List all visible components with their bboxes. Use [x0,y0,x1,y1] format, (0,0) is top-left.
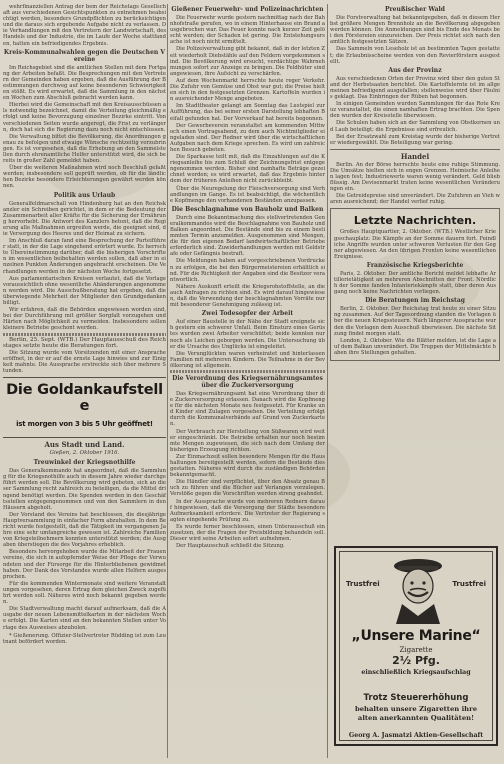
col3-top-heading: Preußischer Wald [384,6,446,13]
col2-middle-subheading: Zwei Todesopfer der Arbeit [201,310,294,318]
col1-top-heading: Kreis-Kommunalwahlen gegen die Deutschen Vereine [3,48,166,63]
local-news-heading: Aus Stadt und Land. [44,440,125,450]
col1-footnote: * Gießenerung. Offizier-Stellvertreter Rüdding ist zum Leutnant befördert worden. [3,632,166,645]
col1-dateline: Berlin, 25. Sept. (WTB.) Der Hauptausschuß des Reichstages setzte heute die Beratungen fort. [3,336,166,349]
product-type: Zigarette [399,646,433,654]
latest-subheading: Französische Kriegsberichte [366,261,464,269]
trustfrei-label-right: Trustfrei [452,580,486,588]
price-note: einschließlich Kriegsaufschlag [361,669,471,676]
latest-subheading-2: Die Beratungen im Reichstag [365,297,465,305]
column-rule [327,4,328,758]
col1-section2-heading: Politik aus Urlaub [53,191,116,199]
local-subheading: Treuwinkel der Kriegsnothilfe [33,459,136,467]
trustfrei-label-left: Trustfrei [346,580,380,588]
column-2: Gießener Feuerwehr- und Polizeinachrichten Die Feuerwehr wurde gestern nachmittag nach der Bahnhofstraße gerufen, wo in einem Hinterhause ein Brand ausgebrochen war. Das Feuer konnte nach kurzer Zeit gelöscht werden; der Schaden ist gering. Die Entstehungsursache ist noch nicht ermittelt. Die Polizeiverwaltung gibt bekannt, daß in der letzten Zeit wiederholt Diebstähle auf den Feldern vorgekommen sind. Die Bevölkerung wird ersucht, verdächtige Wahrnehmungen sofort zur Anzeige zu bringen. Die Feldhüter sind angewiesen, ihre Aufsicht zu verschärfen. Auf dem Wochenmarkt herrschte heute reger Verkehr. Die Zufuhr von Gemüse und Obst war gut; die Preise hielten sich in den festgesetzten Grenzen. Kartoffeln wurden in ausreichender Menge angeboten. Im Stadttheater gelangt am Sonntag das Lustspiel zur Aufführung, das bei seiner ersten Darstellung lebhaften Beifall gefunden hat. Der Vorverkauf hat bereits begonnen. Der Gewerbeverein veranstaltet am kommenden Mittwoch einen Vortragsabend, zu dem auch Nichtmitglieder eingeladen sind. Der Redner wird über die wirtschaftlichen Aufgaben nach dem Kriege sprechen. Es wird um zahlreichen Besuch gebeten. Die Sparkasse teilt mit, daß die Einzahlungen auf die Kriegsanleihe bis zum Schluß der Zeichnungsfrist entgegengenommen werden. Bisher sind namhafte Beträge gezeichnet worden; es wird erwartet, daß das Ergebnis hinter dem der früheren Anleihen nicht zurückbleibt. Über die Neuregelung der Fleischversorgung sind Verhandlungen im Gange. Es ist beabsichtigt, die wöchentliche Kopfmenge den vorhandenen Beständen anzupassen. Die Beschlagnahme von Bauholz und Balken Durch eine Bekanntmachung des stellvertretenden Generalkommandos wird die Beschlagnahme von Bauholz und Balken angeordnet. Die Bestände sind bis zu einem bestimmten Termin anzumelden. Ausgenommen sind Mengen, die für den eigenen Bedarf landwirtschaftlicher Betriebe erforderlich sind. Zuwiderhandlungen werden mit Geldstrafe oder Gefängnis bestraft. Die Meldungen haben auf vorgeschriebenen Vordrucken zu erfolgen, die bei den Bürgermeistereien erhältlich sind. Für die Richtigkeit der Angaben sind die Besitzer verantwortlich. Nähere Auskunft erteilt die Kriegsrohstoffstelle, an die auch Anfragen zu richten sind. Es wird darauf hingewiesen, daß die Verwendung der beschlagnahmten Vorräte nur mit besonderer Genehmigung zulässig ist. Zwei Todesopfer der Arbeit Auf einer Baustelle in der Nähe der Stadt ereignete sich gestern ein schwerer Unfall. Beim Einsturz eines Gerüstes wurden zwei Arbeiter verschüttet; beide konnten nur noch als Leichen geborgen werden. Die Untersuchung über die Ursache des Unglücks ist eingeleitet. Die Verunglückten waren verheiratet und hinterlassen Familien mit mehreren Kindern. Die Teilnahme in der Bevölkerung ist allgemein. Die Verordnung des Kriegsernährungsamtes über die Zuckerversorgung Das Kriegsernährungsamt hat eine Verordnung über die Zuckerversorgung erlassen. Danach wird die Kopfmenge für die nächsten Monate neu festgesetzt. Für Kranke und Kinder sind Zulagen vorgesehen. Die Verteilung erfolgt durch die Kommunalverbände auf Grund von Zuckerkarten. Der Verbrauch zur Herstellung von Süßwaren wird weiter eingeschränkt. Die Betriebe erhalten nur noch bestimmte Mengen zugewiesen, die sich nach dem Umfang der bisherigen Erzeugung richten. Zur Einmachzeit sollen besondere Mengen für die Haushaltungen bereitgestellt werden, sofern die Bestände dies gestatten. Näheres wird durch die zuständigen Behörden bekanntgemacht. Die Händler sind verpflichtet, über den Absatz genau Buch zu führen und die Bücher auf Verlangen vorzulegen. Verstöße gegen die Vorschriften werden streng geahndet. In der Aussprache wurde von mehreren Rednern darauf hingewiesen, daß die Versorgung der Städte besondere Aufmerksamkeit erfordere. Die Vertreter der Regierung sagten eingehende Prüfung zu. Es wurde ferner beschlossen, einen Unterausschuß einzusetzen, der die Fragen der Preisbildung behandeln soll. Dieser wird seine Arbeiten sofort aufnehmen. Der Hauptausschuß schließt die Sitzung. [170,6,325,550]
latest-news-heading: Letzte Nachrichten. [353,214,477,228]
col2-lower-heading: Die Verordnung des Kriegsernährungsamtes über die Zuckerversorgung [172,374,323,389]
tax-text: behalten unsere Zigaretten ihre alten anerkannten Qualitäten! [354,705,478,722]
goldankaufstelle-subheadline: ist morgen von 3 bis 5 Uhr geöffnet! [16,420,153,429]
sailor-portrait-icon [388,554,448,624]
company-name: Georg A. Jasmatzi Aktien-Gesellschaft [348,732,484,739]
column-3: Preußischer Wald Die Forstverwaltung hat bekanntgegeben, daß in diesem Herbst größere Mengen Brennholz an die Bevölkerung abgegeben werden können. Die Anmeldungen sind bis Ende des Monats bei den Förstereien einzureichen. Der Preis richtet sich nach den amtlich festgesetzten Sätzen. Das Sammeln von Leseholz ist an bestimmten Tagen gestattet; die Erlaubnisscheine werden von den Revierförstern ausgestellt. Aus der Provinz Aus verschiedenen Orten der Provinz wird über den guten Stand der Herbstsaaten berichtet. Die Kartoffelernte ist im allgemeinen befriedigend ausgefallen; stellenweise wird über Fäulnis geklagt. Das Einbringen der Rüben hat begonnen. In einigen Gemeinden wurden Sammlungen für das Rote Kreuz veranstaltet, die einen namhaften Ertrag brachten. Die Spenden wurden der Kreisstelle überwiesen. Die Schulen haben sich an der Sammlung von Obstkernen und Laub beteiligt; die Ergebnisse sind erfreulich. Bei der Ersatzwahl zum Kreistag wurde der bisherige Vertreter wiedergewählt. Die Beteiligung war gering. Handel Berlin. An der Börse herrschte heute eine ruhige Stimmung. Die Umsätze hielten sich in engen Grenzen. Heimische Anleihen lagen fest; Industriewerte waren wenig verändert. Geld blieb flüssig. Am Devisenmarkt traten keine wesentlichen Veränderungen ein. Die Getreidepreise sind unverändert. Die Zufuhren an Vieh waren ausreichend; der Handel verlief ruhig. Letzte Nachrichten. Großes Hauptquartier, 2. Oktober. (WTB.) Westlicher Kriegsschauplatz: Die Kämpfe an der Somme dauern fort. Feindliche Angriffe wurden unter schweren Verlusten für den Gegner abgewiesen. An den übrigen Fronten keine wesentlichen Ereignisse. Französische Kriegsberichte Paris, 2. Oktober. Der amtliche Bericht meldet lebhafte Artillerietätigkeit an mehreren Abschnitten der Front. Nördlich der Somme fanden Infanteriekämpfe statt, über deren Ausgang noch keine Nachrichten vorliegen. Die Beratungen im Reichstag Berlin, 2. Oktober. Der Reichstag trat heute zu einer Sitzung zusammen. Auf der Tagesordnung standen die Vorlagen über die neuen Kriegssteuern. Nach längerer Aussprache wurden die Vorlagen dem Ausschuß überwiesen. Die nächste Sitzung findet morgen statt. London, 2. Oktober. Wie die Blätter melden, ist die Lage auf dem Balkan unverändert. Die Truppen der Mittelmächte haben ihre Stellungen gehalten. [330,4,500,540]
cigarette-advertisement [334,546,498,746]
tax-headline: Trotz Steuererhöhung [363,693,469,703]
col2-top-heading: Gießener Feuerwehr- und Polizeinachrichten [171,6,324,13]
goldankaufstelle-headline: Die Goldankaufstelle ist morgen von 3 bis 5 Uhr geöffnet! [3,377,166,438]
col2-middle-heading: Die Beschlagnahme von Bauholz und Balken [171,205,324,213]
brand-name: „Unsere Marine“ [351,628,481,644]
column-rule [167,4,168,758]
local-dateline: Gießen, 2. Oktober 1916. [49,450,120,457]
column-1: wehrfinanziellen Antrag der bem der Reichstags Gesellschaft aus verschiedenen Gesichtspunkten zu entnehmen beabsichtigt werden, besonders Grundpflichten zu berücksichtigen und die daraus sich ergebende Aufgabe nicht zu verlassen. Die Verhandlungen mit den Vertretern der Landwirtschaft, des Handels und der Industrie, die im Laufe der Woche stattfanden, hatten ein befriedigendes Ergebnis. Kreis-Kommunalwahlen gegen die Deutschen Vereine Im Reichsgebiet sind die amtlichen Stellen mit dem Fortgang der Arbeiten befaßt. Die Besprechungen mit den Vertretern der Gemeinden haben ergeben, daß die Ausführung der Bestimmungen durchweg auf keine besonderen Schwierigkeiten stößt. Es wird erwartet, daß die Sammlung in den nächsten Wochen zum Abschluß gebracht werden kann. Hierbei wird die Gemeinschaft mit den Kreisausschüssen als notwendig bezeichnet, damit die Verteilung gleichmäßig erfolgt und keine Bevorzugung einzelner Bezirke eintritt. Von verschiedenen Seiten wurde angeregt, die Frist zu verlängern, doch hat sich die Regierung dazu noch nicht entschlossen. Die Verwaltung bittet die Bevölkerung, die Anordnungen genau zu befolgen und etwaige Wünsche rechtzeitig vorzubringen. Es ist vorgesehen, daß die Erhebung an den Sammelstellen durch ehrenamtliche Helfer unterstützt wird, die sich bereits in großer Zahl gemeldet haben. Über die weiteren Maßnahmen wird noch Beschluß gefaßt werden; insbesondere soll geprüft werden, ob für die ländlichen Bezirke besondere Erleichterungen gewährt werden können. Politik aus Urlaub Generalfeldmarschall von Hindenburg hat an den Reichskanzler ein Schreiben gerichtet, in dem er die Bedeutung der Zusammenarbeit aller Kräfte für die Sicherung der Ernährung hervorhebt. Die Antwort des Kanzlers betont, daß die Regierung alle Maßnahmen ergreifen werde, die geeignet sind, die Versorgung des Heeres und der Heimat zu sichern. Im Anschluß daran fand eine Besprechung der Parteiführer statt, in der die Lage eingehend erörtert wurde. Es herrschte Übereinstimmung darüber, daß die bisherigen Vorschriften im wesentlichen beibehalten werden sollen, daß aber in einzelnen Punkten Änderungen angebracht erscheinen. Die Verhandlungen werden in der nächsten Woche fortgesetzt. Aus parlamentarischen Kreisen verlautet, daß die Vorlage voraussichtlich ohne wesentliche Abänderungen angenommen werden wird. Die Ausschußberatung hat ergeben, daß die überwiegende Mehrheit der Mitglieder den Grundgedanken billigt. Wir erfahren, daß die Behörden angewiesen worden sind, bei der Durchführung mit größter Sorgfalt vorzugehen und Härten nach Möglichkeit zu vermeiden. Insbesondere sollen kleinere Betriebe geschont werden. Berlin, 25. Sept. (WTB.) Der Hauptausschuß des Reichstages setzte heute die Beratungen fort. Die Sitzung wurde vom Vorsitzenden mit einer Ansprache eröffnet, in der er auf die ernste Lage hinwies und zur Einigkeit mahnte. Die Aussprache erstreckte sich über mehrere Stunden. Die Goldankaufstelle ist morgen von 3 bis 5 Uhr geöffnet! Aus Stadt und Land. Gießen, 2. Oktober 1916. Treuwinkel der Kriegsnothilfe Das Generalkommando hat angeordnet, daß die Sammlung für die Kriegsnothilfe auch in diesem Jahre wieder durchgeführt werden soll. Die Bevölkerung wird gebeten, sich an dieser Sammlung recht zahlreich zu beteiligen, da die Mittel dringend benötigt werden. Die Spenden werden in den Geschäftsstellen entgegengenommen und von den Sammlern in den Häusern abgeholt. Der Vorstand des Vereins hat beschlossen, die diesjährige Hauptversammlung in einfacher Form abzuhalten. In dem Bericht wurde festgestellt, daß die Tätigkeit im vergangenen Jahre eine sehr umfangreiche gewesen ist. Zahlreiche Familien von Kriegsteilnehmern konnten unterstützt werden; die Ausgaben überstiegen die des Vorjahres erheblich. Besonders hervorgehoben wurde die Mitarbeit der Frauenvereine, die sich in aufopfernder Weise der Pflege der Verwundeten und der Fürsorge für die Hinterbliebenen gewidmet haben. Der Dank des Vorstandes wurde allen Helfern ausgesprochen. Für die kommenden Wintermonate sind weitere Veranstaltungen vorgesehen, deren Ertrag dem gleichen Zweck zugeführt werden soll. Näheres wird noch bekannt gegeben werden. Die Stadtverwaltung macht darauf aufmerksam, daß die Ausgabe der neuen Lebensmittelkarten in der nächsten Woche erfolgt. Die Karten sind an den bekannten Stellen unter Vorlage des Ausweises abzuholen. * Gießenerung. Offizier-Stellvertreter Rüdding ist zum Leutnant befördert worden. [3,4,166,645]
col2-footer-note: Der Hauptausschuß schließt die Sitzung. [176,543,285,550]
col3-section-heading: Handel [400,151,430,161]
product-price: 2½ Pfg. [392,654,440,667]
latest-news-box: Letzte Nachrichten. Großes Hauptquartier, 2. Oktober. (WTB.) Westlicher Kriegsschauplatz: Die Kämpfe an der Somme dauern fort. Feindliche Angriffe wurden unter schweren Verlusten für den Gegner abgewiesen. An den übrigen Fronten keine wesentlichen Ereignisse. Französische Kriegsberichte Paris, 2. Oktober. Der amtliche Bericht meldet lebhafte Artillerietätigkeit an mehreren Abschnitten der Front. Nördlich der Somme fanden Infanteriekämpfe statt, über deren Ausgang noch keine Nachrichten vorliegen. Die Beratungen im Reichstag Berlin, 2. Oktober. Der Reichstag trat heute zu einer Sitzung zusammen. Auf der Tagesordnung standen die Vorlagen über die neuen Kriegssteuern. Nach längerer Aussprache wurden die Vorlagen dem Ausschuß überwiesen. Die nächste Sitzung findet morgen statt. London, 2. Oktober. Wie die Blätter melden, ist die Lage auf dem Balkan unverändert. Die Truppen der Mittelmächte haben ihre Stellungen gehalten. [330,208,500,361]
col3-sub-heading: Aus der Provinz [388,66,442,74]
